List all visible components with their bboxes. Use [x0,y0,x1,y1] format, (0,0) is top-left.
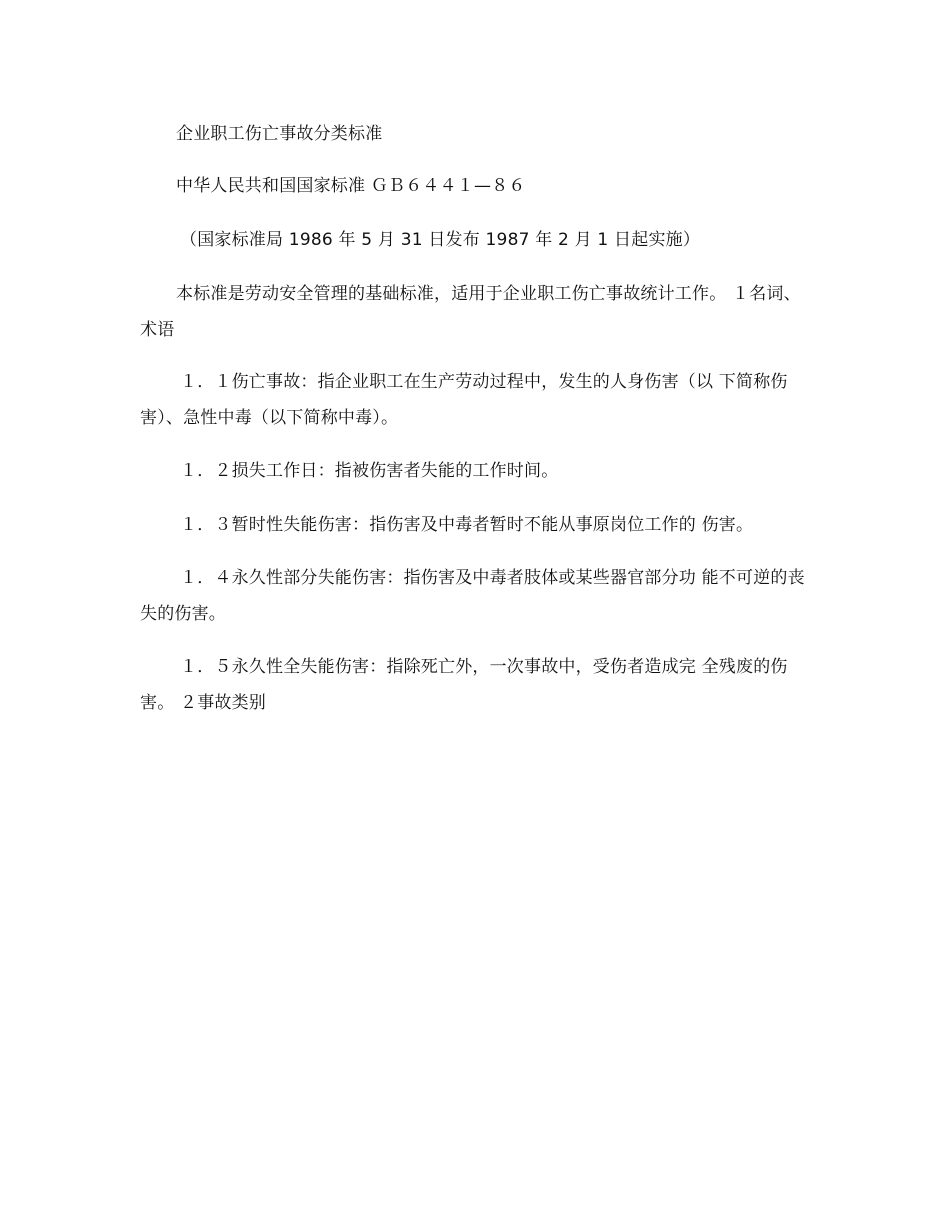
document-title: 企业职工伤亡事故分类标准 [176,124,383,144]
standard-number-line: 中华人民共和国国家标准 ＧＢ６４４１—８６ [176,176,526,196]
issue-date-line: （国家标准局 1986 年 5 月 31 日发布 1987 年 2 月 1 日起实施） [180,230,701,250]
term-item-1-3: １．３暂时性失能伤害：指伤害及中毒者暂时不能从事原岗位工作的 伤害。 [180,515,754,535]
intro-paragraph: 本标准是劳动安全管理的基础标准，适用于企业职工伤亡事故统计工作。 １名词、术语 [140,284,801,340]
term-item-1-2: １．２损失工作日：指被伤害者失能的工作时间。 [180,461,559,481]
term-item-1-1: １．１伤亡事故：指企业职工在生产劳动过程中，发生的人身伤害（以 下简称伤害）、急性中毒（以下简称中毒）。 [140,372,788,428]
term-item-1-4: １．４永久性部分失能伤害：指伤害及中毒者肢体或某些器官部分功 能不可逆的丧失的伤害。 [140,568,805,624]
term-item-1-5: １．５永久性全失能伤害：指除死亡外，一次事故中，受伤者造成完 全残废的伤害。 ２事故类别 [140,657,788,713]
